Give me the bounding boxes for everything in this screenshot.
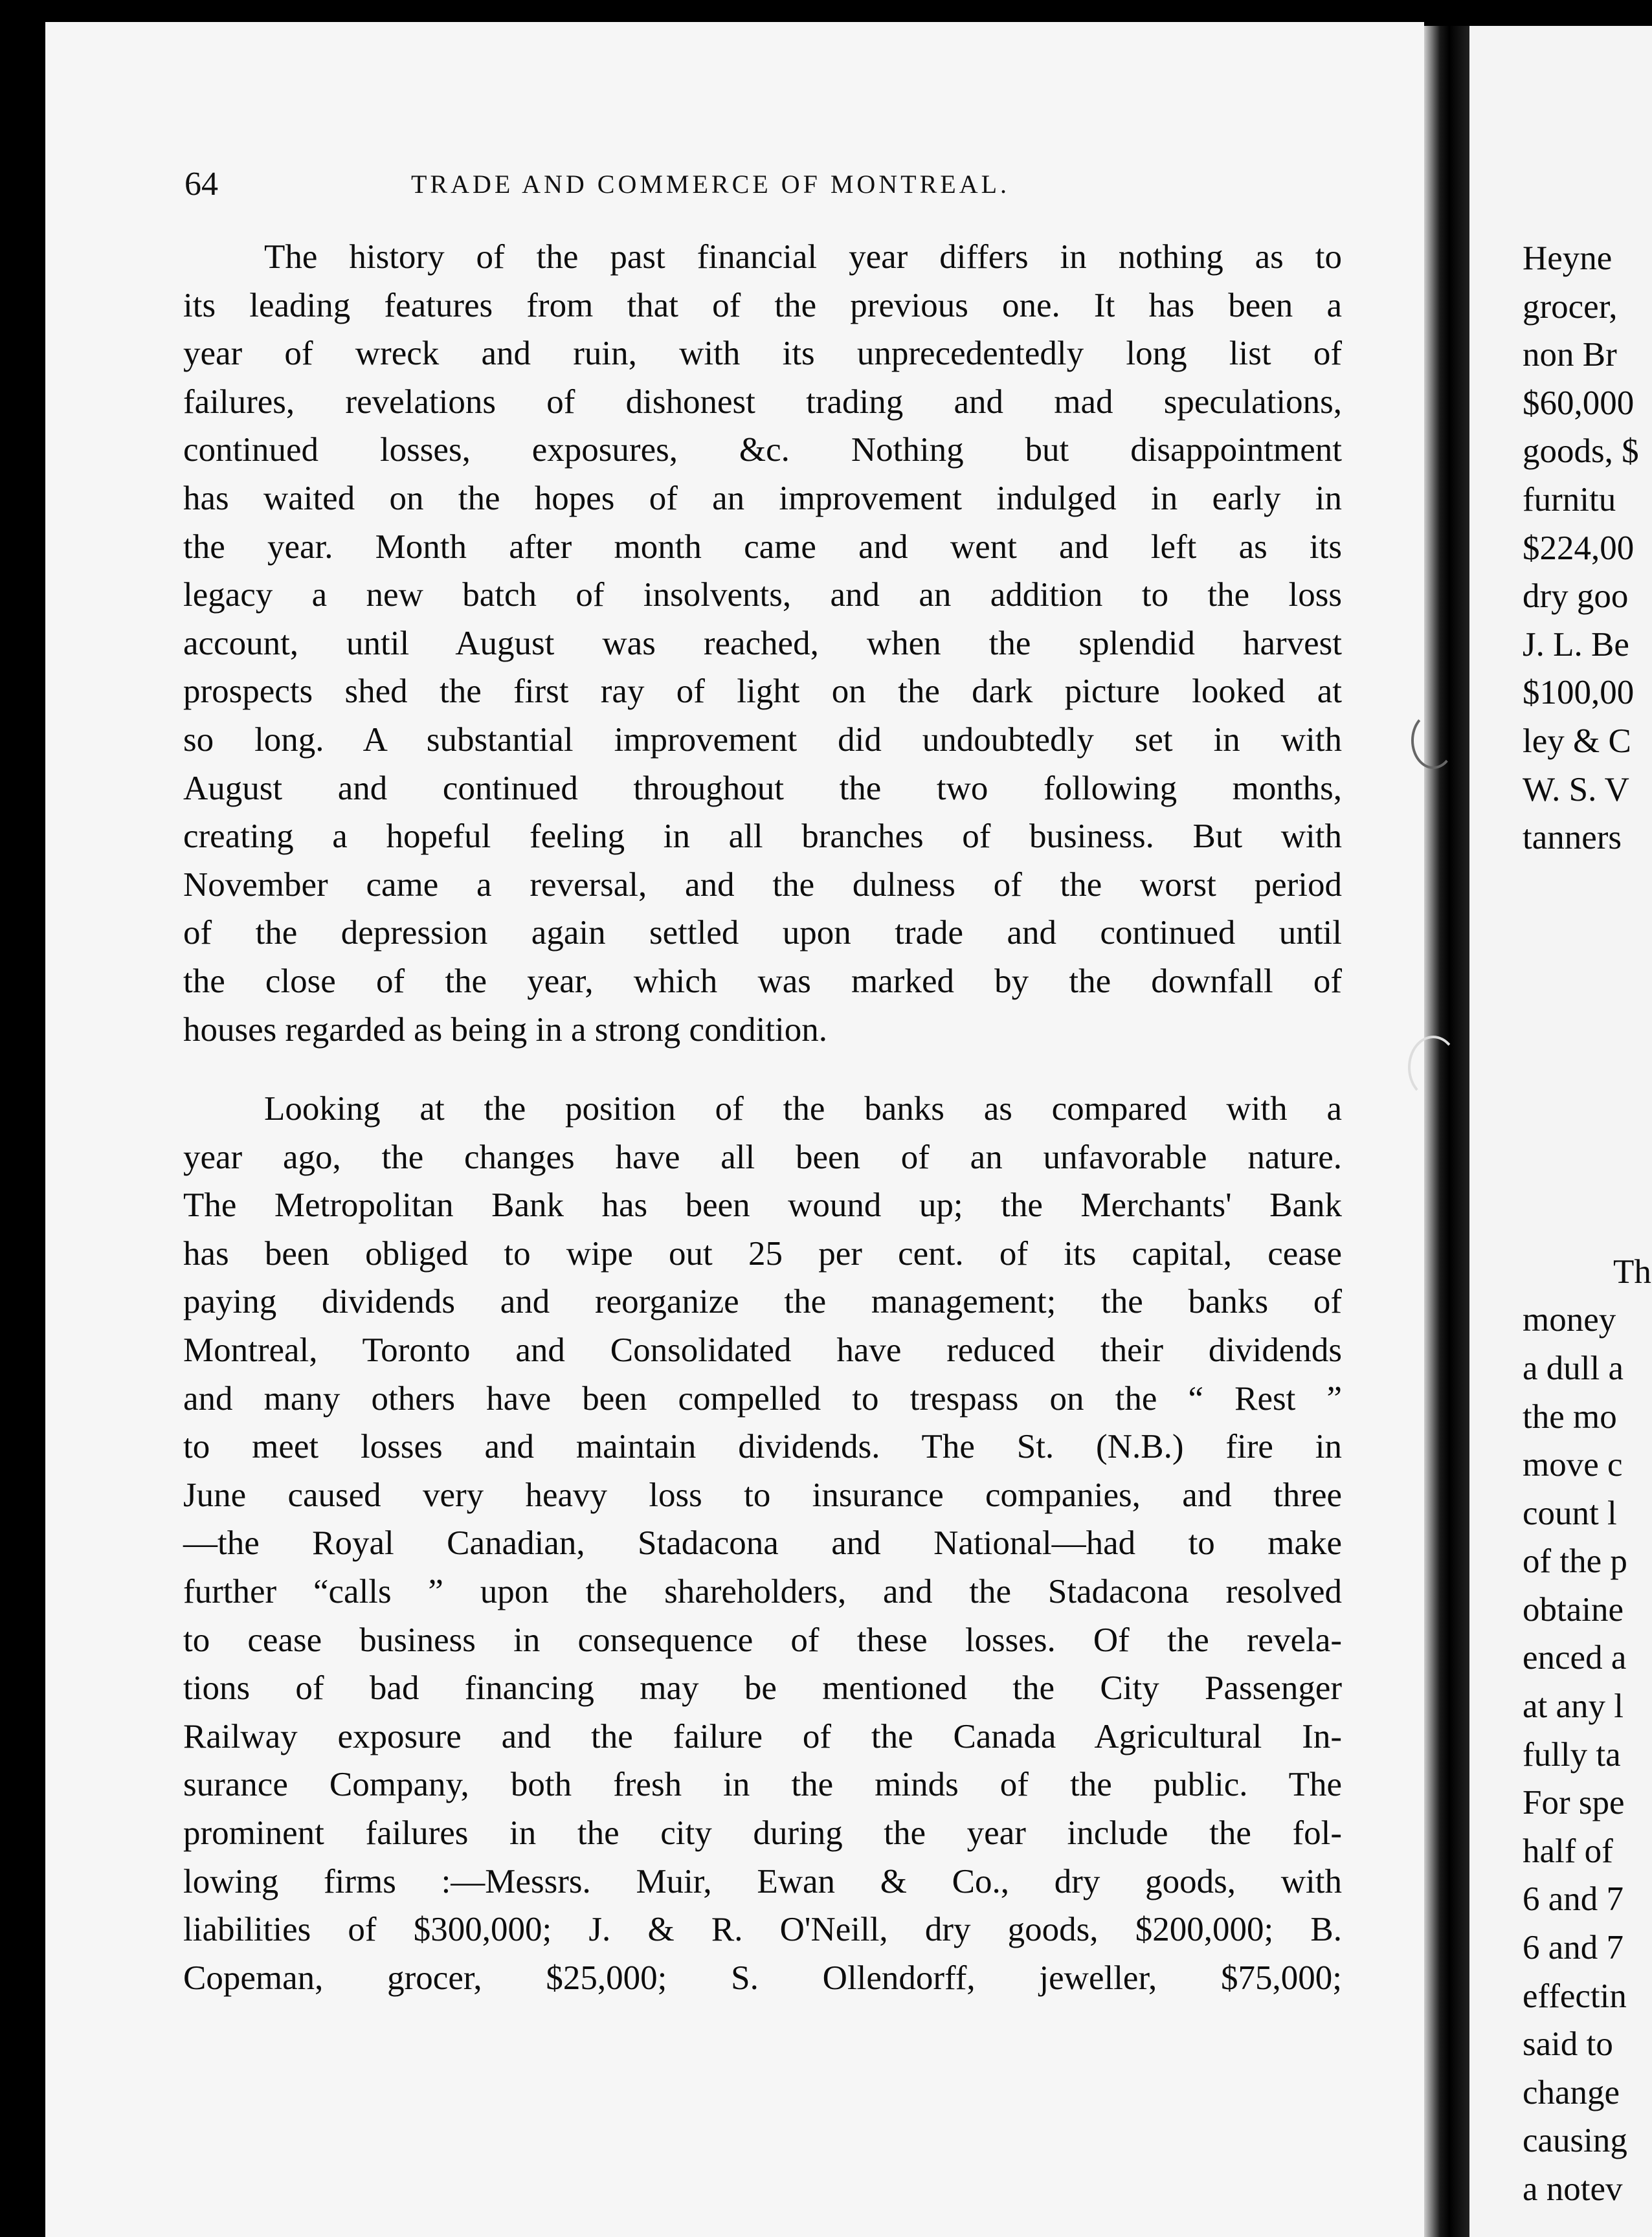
text-line: a notev <box>1523 2170 1623 2208</box>
text-line: goods, $ <box>1523 432 1639 471</box>
text-line: W. S. V <box>1523 770 1629 808</box>
page-clip-mark <box>1408 1036 1458 1099</box>
paragraph-1 <box>183 233 1342 1054</box>
text-line: prominent failures in the city during the year include the fol- <box>183 1814 1342 1852</box>
text-line: the close of the year, which was marked by the downfall of <box>183 962 1342 1000</box>
text-line: continued losses, exposures, &c. Nothing but disappointment <box>183 431 1342 469</box>
text-line: Looking at the position of the banks as compared with a <box>264 1090 1342 1128</box>
text-line: money <box>1523 1301 1616 1339</box>
text-line: account, until August was reached, when the splendid harvest <box>183 624 1342 662</box>
text-line: half of <box>1523 1832 1613 1870</box>
text-line: year ago, the changes have all been of an unfavorable nature. <box>183 1138 1342 1176</box>
text-line: liabilities of $300,000; J. & R. O'Neill, dry goods, $200,000; B. <box>183 1911 1342 1949</box>
text-line: For spe <box>1523 1784 1625 1822</box>
text-line: The history of the past financial year differs in nothing as to <box>264 238 1342 276</box>
text-line: non Br <box>1523 336 1617 374</box>
running-head <box>184 162 1350 207</box>
text-line: has been obliged to wipe out 25 per cent. of its capital, cease <box>183 1234 1342 1273</box>
text-line: legacy a new batch of insolvents, and an addition to the loss <box>183 576 1342 614</box>
text-line: 6 and 7 <box>1523 1929 1624 1967</box>
page-clip-mark <box>1411 712 1455 769</box>
text-line: Heyne <box>1523 239 1613 277</box>
running-head-title: TRADE AND COMMERCE OF MONTREAL. <box>411 170 1010 199</box>
paragraph-2 <box>183 1085 1342 2002</box>
text-line: Copeman, grocer, $25,000; S. Ollendorff, jeweller, $75,000; <box>183 1959 1342 1997</box>
right-page-text <box>1523 234 1652 2214</box>
text-line: August and continued throughout the two following months, <box>183 769 1342 807</box>
text-line: 6 and 7 <box>1523 1880 1624 1919</box>
text-line: the year. Month after month came and went and left as its <box>183 528 1342 566</box>
section-gap <box>1523 862 1652 1248</box>
text-line: ley & C <box>1523 722 1631 760</box>
text-line: obtaine <box>1523 1590 1624 1629</box>
text-line: year of wreck and ruin, with its unprecedentedly long list of <box>183 335 1342 373</box>
text-line: Montreal, Toronto and Consolidated have reduced their dividends <box>183 1331 1342 1370</box>
text-line: Railway exposure and the failure of the Canada Agricultural In- <box>183 1717 1342 1755</box>
text-line: furnitu <box>1523 480 1616 518</box>
text-line: J. L. Be <box>1523 625 1629 663</box>
text-line: count l <box>1523 1494 1617 1532</box>
text-line: —the Royal Canadian, Stadacona and National—had to make <box>183 1524 1342 1563</box>
text-line: move c <box>1523 1446 1623 1484</box>
text-line: surance Company, both fresh in the minds of the public. The <box>183 1766 1342 1804</box>
page-number: 64 <box>184 166 218 203</box>
book-gutter <box>1424 26 1469 2237</box>
text-line: causing <box>1523 2122 1627 2160</box>
text-line: lowing firms :—Messrs. Muir, Ewan & Co., dry goods, with <box>183 1862 1342 1900</box>
text-line: the mo <box>1523 1397 1617 1436</box>
text-line: November came a reversal, and the dulness of the worst period <box>183 865 1342 904</box>
text-line: has waited on the hopes of an improvement indulged in early in <box>183 479 1342 517</box>
text-line: paying dividends and reorganize the management; the banks of <box>183 1283 1342 1321</box>
text-line: to meet losses and maintain dividends. The St. (N.B.) fire in <box>183 1428 1342 1466</box>
text-line: so long. A substantial improvement did undoubtedly set in with <box>183 720 1342 759</box>
text-line: The Metropolitan Bank has been wound up; the Merchants' Bank <box>183 1186 1342 1225</box>
text-line: $60,000 <box>1523 384 1635 422</box>
text-line: its leading features from that of the previous one. It has been a <box>183 286 1342 324</box>
text-line: $224,00 <box>1523 529 1635 567</box>
text-line: $100,00 <box>1523 674 1635 712</box>
text-line: failures, revelations of dishonest trading and mad speculations, <box>183 383 1342 421</box>
text-line: tanners <box>1523 819 1622 857</box>
text-line: and many others have been compelled to trespass on the “ Rest ” <box>183 1379 1342 1418</box>
text-line: dry goo <box>1523 577 1629 616</box>
text-line: to cease business in consequence of these losses. Of the revela- <box>183 1621 1342 1659</box>
text-line: creating a hopeful feeling in all branches of business. But with <box>183 818 1342 856</box>
text-line: said to <box>1523 2025 1613 2064</box>
text-line: a dull a <box>1523 1349 1624 1387</box>
left-page-body <box>183 233 1342 2002</box>
text-line: houses regarded as being in a strong condition. <box>183 1010 827 1049</box>
text-line: further “calls ” upon the shareholders, and the Stadacona resolved <box>183 1573 1342 1611</box>
text-line: tions of bad financing may be mentioned the City Passenger <box>183 1669 1342 1708</box>
text-line: prospects shed the first ray of light on the dark picture looked at <box>183 673 1342 711</box>
text-line: of the p <box>1523 1542 1627 1581</box>
text-line: June caused very heavy loss to insurance companies, and three <box>183 1476 1342 1514</box>
text-line: change <box>1523 2073 1620 2111</box>
text-line: effectin <box>1523 1977 1627 2015</box>
right-page-fragment <box>1469 26 1652 2237</box>
text-line: of the depression again settled upon trade and continued until <box>183 914 1342 952</box>
text-line: at any l <box>1523 1687 1624 1726</box>
text-line: Th <box>1613 1252 1651 1291</box>
text-line: enced a <box>1523 1639 1627 1677</box>
text-line: grocer, <box>1523 287 1618 326</box>
text-line: fully ta <box>1523 1735 1621 1774</box>
